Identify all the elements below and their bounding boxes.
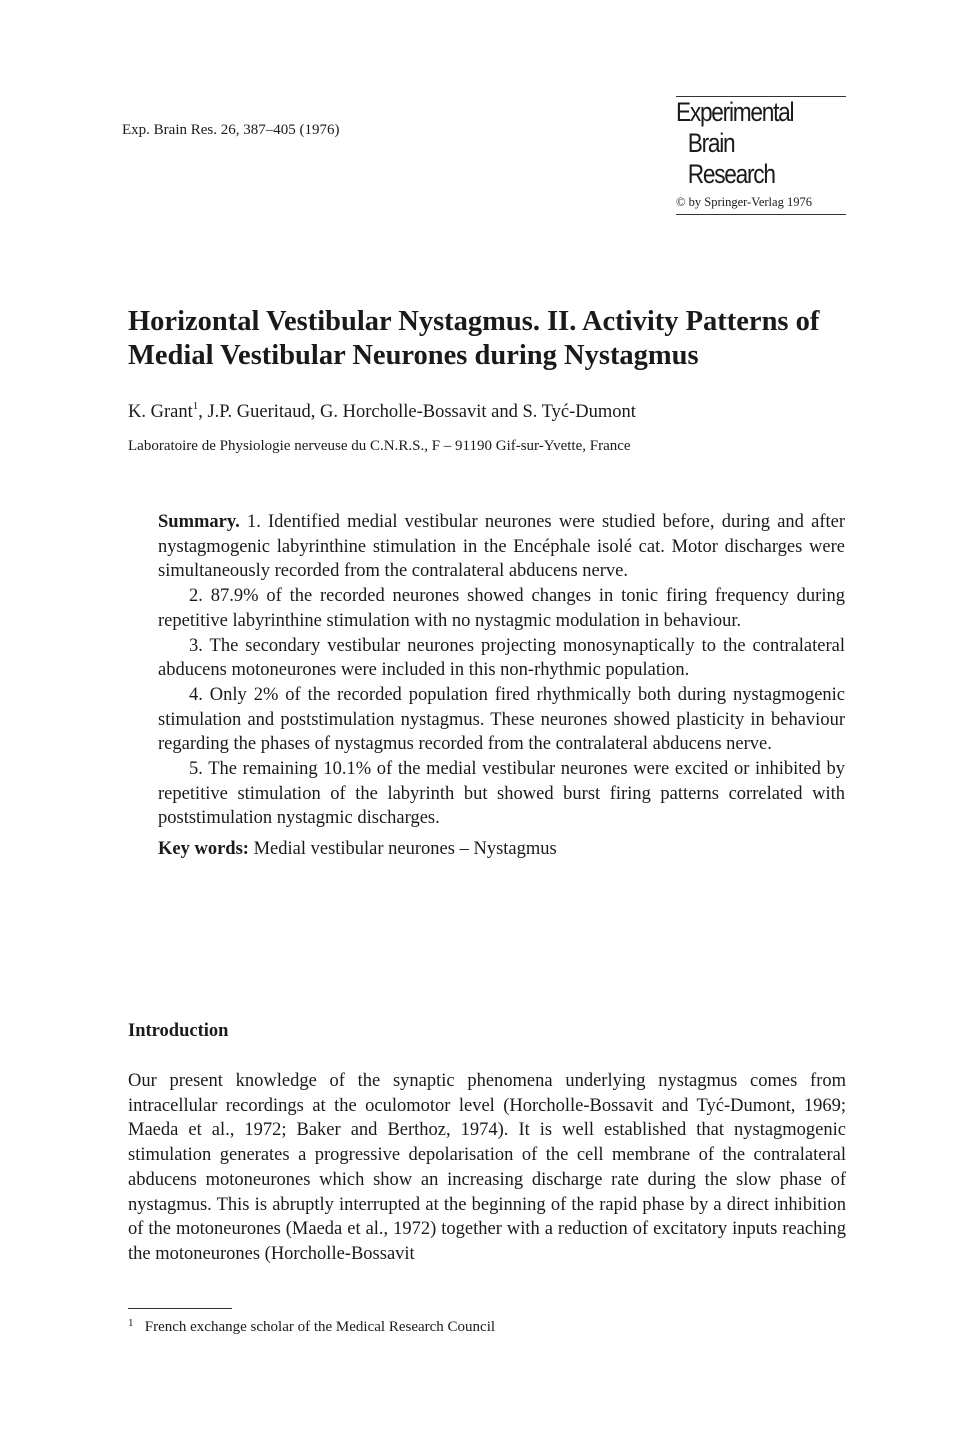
summary-paragraph-1	[158, 510, 845, 584]
author-footnote-mark: 1	[192, 400, 199, 412]
footnote-mark: 1	[128, 1317, 134, 1329]
authors-rest: , J.P. Gueritaud, G. Horcholle-Bossavit and S. Tyć-Dumont	[198, 402, 636, 422]
footnote-text: French exchange scholar of the Medical Research Council	[144, 1319, 496, 1335]
author-first: K. Grant	[128, 402, 193, 422]
summary-section	[158, 510, 845, 862]
summary-paragraph-3: 3. The secondary vestibular neurones projecting monosynaptically to the contralateral abducens motoneurones were included in this non-rhythmic population.	[158, 635, 845, 681]
summary-paragraph-5: 5. The remaining 10.1% of the medial vestibular neurones were excited or inhibited by repetitive stimulation of the labyrinth but showed burst firing patterns correlated with poststimulation nystagmic discharges.	[158, 759, 845, 829]
affiliation: Laboratoire de Physiologie nerveuse du C.N.R.S., F – 91190 Gif-sur-Yvette, France	[128, 438, 631, 454]
keywords-label: Key words:	[158, 839, 249, 860]
summary-text-1: 1. Identified medial vestibular neurones were studied before, during and after nystagmogenic labyrinthine stimulation in the Encéphale isolé cat. Motor discharges were simultaneously recorded from the contralateral abducens nerve.	[158, 512, 846, 582]
footnote	[128, 1319, 495, 1336]
journal-word-research: Research	[687, 159, 775, 189]
footnote-rule	[128, 1308, 232, 1309]
logo-bottom-rule	[676, 214, 846, 215]
keywords-line	[158, 837, 845, 862]
keywords-text: Medial vestibular neurones – Nystagmus	[253, 839, 557, 860]
summary-paragraph-2: 2. 87.9% of the recorded neurones showed changes in tonic firing frequency during repetitive labyrinthine stimulation with no nystagmic modulation in behaviour.	[158, 586, 845, 631]
journal-word-experimental: Experimental	[676, 97, 794, 127]
article-title: Horizontal Vestibular Nystagmus. II. Activity Patterns of Medial Vestibular Neurones during Nystagmus	[128, 306, 820, 371]
author-list	[128, 402, 636, 423]
section-heading-introduction: Introduction	[128, 1021, 229, 1041]
summary-label: Summary.	[158, 512, 240, 532]
journal-word-brain: Brain	[687, 128, 735, 158]
publisher-copyright: © by Springer-Verlag 1976	[676, 195, 812, 209]
journal-citation: Exp. Brain Res. 26, 387–405 (1976)	[122, 122, 340, 138]
introduction-paragraph: Our present knowledge of the synaptic phenomena underlying nystagmus comes from intracellular recordings at the oculomotor level (Horcholle-Bossavit and Tyć-Dumont, 1969; Maeda et al., 1972; Baker and Berthoz, 1974). It is well established that nystagmogenic stimulation generates a progressive depolarisation of the cell membrane of the contralateral abducens motoneurones which show an increasing discharge rate during the slow phase of nystagmus. This is abruptly interrupted at the beginning of the rapid phase by a direct inhibition of the motoneurones (Maeda et al., 1972) together with a reduction of excitatory inputs reaching the motoneurones (Horcholle-Bossavit	[128, 1071, 846, 1264]
journal-logo	[676, 96, 846, 215]
summary-paragraph-4: 4. Only 2% of the recorded population fired rhythmically both during nystagmogenic stimulation and poststimulation nystagmus. These neurones showed plasticity in behaviour regarding the phases of nystagmus recorded from the contralateral abducens nerve.	[158, 684, 845, 755]
